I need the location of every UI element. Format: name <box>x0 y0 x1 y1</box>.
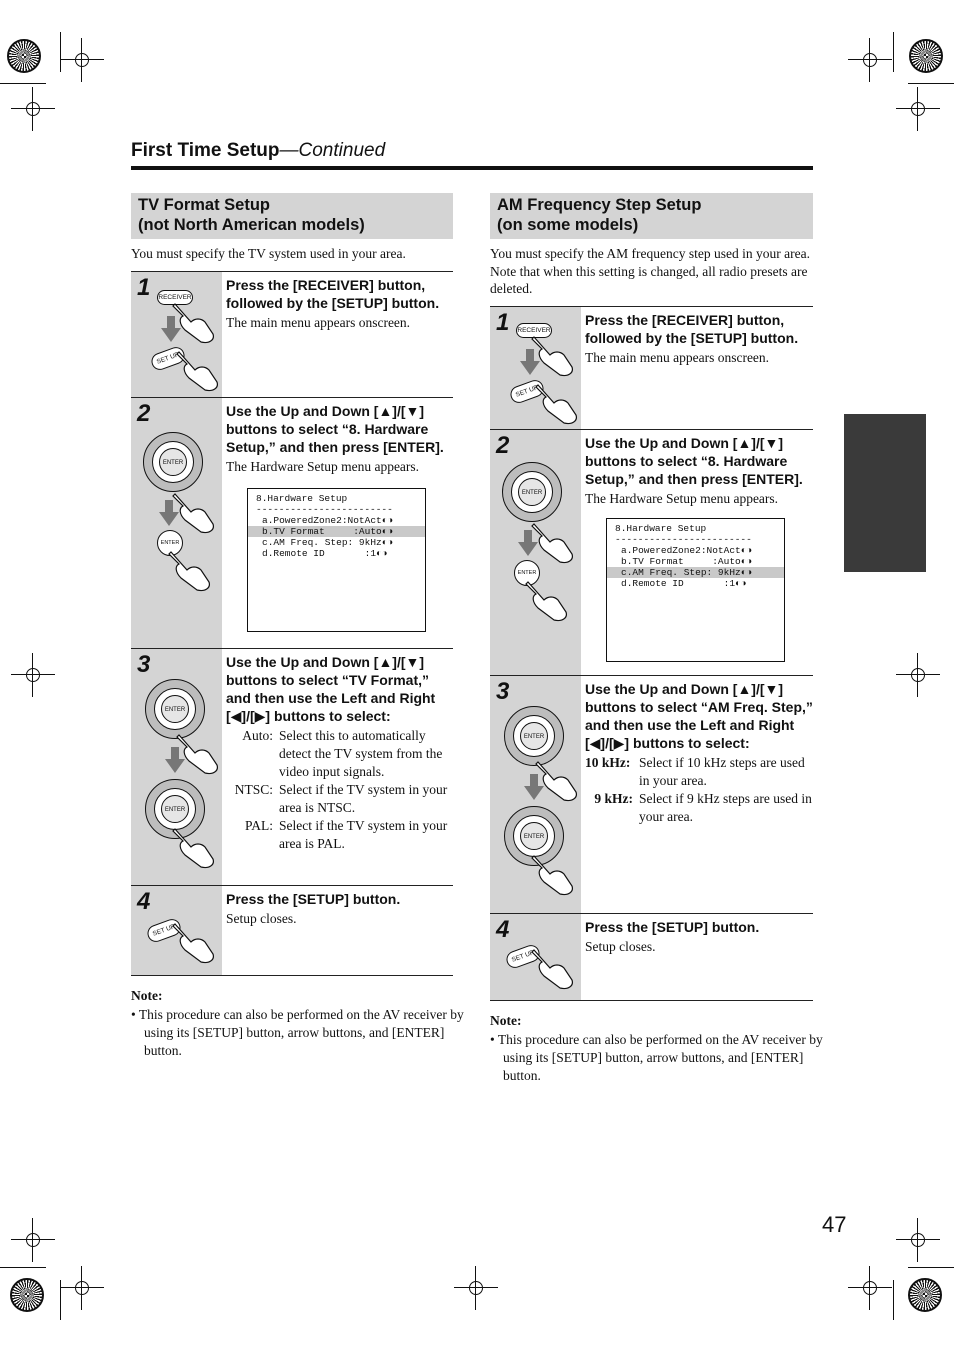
step-number: 3 <box>496 678 510 705</box>
step-2 <box>490 429 813 675</box>
am-frequency-intro: You must specify the AM frequency step used in your area. Note that when this setting is changed, all radio presets are deleted. <box>490 246 810 296</box>
step-title: Use the Up and Down [▲]/[▼] buttons to select “8. Hardware Setup,” and then press [ENTER]. <box>585 435 803 487</box>
registration-mark-icon <box>858 48 882 72</box>
registration-mark-icon <box>906 663 930 687</box>
pointing-hand-icon <box>171 920 217 964</box>
pointing-hand-icon <box>171 825 217 869</box>
setup-button-icon: SET UP <box>508 378 546 406</box>
registration-mark-icon <box>70 1276 94 1300</box>
step-number: 4 <box>496 916 510 943</box>
pointing-hand-icon <box>167 548 213 592</box>
registration-mark-icon <box>70 48 94 72</box>
option-item: Auto: Select this to automatically detect the TV system from the video input signals. <box>242 728 443 779</box>
step-desc: The Hardware Setup menu appears. <box>585 491 779 506</box>
step-title: Press the [SETUP] button. <box>585 919 760 935</box>
step-title: Use the Up and Down [▲]/[▼] buttons to select “8. Hardware Setup,” and then press [ENTER]. <box>226 403 444 455</box>
am-frequency-section-title <box>490 193 813 239</box>
registration-mark-icon <box>858 1276 882 1300</box>
registration-mark-icon <box>906 1228 930 1252</box>
registration-mark-icon <box>21 1228 45 1252</box>
setup-button-icon: SET UP <box>149 345 187 373</box>
tv-format-intro: You must specify the TV system used in your area. <box>131 246 406 261</box>
note-heading: Note: <box>131 988 163 1003</box>
step-desc: Setup closes. <box>226 911 297 926</box>
step-3 <box>490 675 813 913</box>
registration-mark-icon <box>908 1278 942 1312</box>
section-title-line2: (not North American models) <box>138 216 365 234</box>
setup-button-icon: SET UP <box>504 943 542 971</box>
enter-dial-icon: ENTER <box>504 806 564 866</box>
screen-separator: ------------------------ <box>615 534 752 545</box>
enter-dial-icon: ENTER <box>502 462 562 522</box>
screen-row: a.PoweredZone2:NotAct◐◑ <box>262 515 394 526</box>
step-4 <box>131 885 453 975</box>
thumb-tab <box>844 414 926 572</box>
option-list <box>585 754 813 826</box>
pointing-hand-icon <box>171 300 217 344</box>
option-item: 10 kHz: Select if 10 kHz steps are used in your area. <box>585 755 805 788</box>
registration-mark-icon <box>909 39 943 73</box>
registration-mark-icon <box>906 97 930 121</box>
enter-dial-icon: ENTER <box>145 779 205 839</box>
header-rule <box>131 166 813 170</box>
step-3 <box>131 648 453 885</box>
step-1 <box>490 306 813 429</box>
step-number: 1 <box>137 274 151 301</box>
step-number: 4 <box>137 888 151 915</box>
screen-title: 8.Hardware Setup <box>615 523 707 534</box>
pointing-hand-icon <box>175 731 221 775</box>
enter-dial-icon: ENTER <box>143 432 203 492</box>
registration-mark-icon <box>21 663 45 687</box>
receiver-button-icon: RECEIVER <box>157 290 193 305</box>
note-body: • This procedure can also be performed on the AV receiver by using its [SETUP] button, arrow buttons, and [ENTER] button. <box>490 1032 823 1083</box>
screen-separator: ------------------------ <box>256 504 393 515</box>
screen-row-selected: c.AM Freq. Step: 9kHz◐◑ <box>607 567 784 578</box>
step-desc: Setup closes. <box>585 939 656 954</box>
step-title: Press the [SETUP] button. <box>226 891 401 907</box>
step-desc: The main menu appears onscreen. <box>585 350 770 365</box>
pointing-hand-icon <box>534 758 580 802</box>
hardware-setup-screen <box>247 488 426 632</box>
registration-mark-icon <box>21 97 45 121</box>
steps-bottom-rule <box>490 1000 813 1001</box>
enter-dial-icon: ENTER <box>145 679 205 739</box>
screen-row: d.Remote ID :1◐◑ <box>262 548 388 559</box>
tv-format-section-title <box>131 193 453 239</box>
note-body: • This procedure can also be performed on the AV receiver by using its [SETUP] button, arrow buttons, and [ENTER] button. <box>131 1007 464 1058</box>
pointing-hand-icon <box>530 333 576 377</box>
step-title: Press the [RECEIVER] button, followed by the [SETUP] button. <box>226 277 440 311</box>
section-title-line1: AM Frequency Step Setup <box>497 196 702 214</box>
registration-mark-icon <box>464 1276 488 1300</box>
page-title: First Time Setup <box>131 140 280 161</box>
screen-row: b.TV Format :Auto◐◑ <box>621 556 753 567</box>
pointing-hand-icon <box>175 348 221 392</box>
step-number: 2 <box>137 400 151 427</box>
option-item: 9 kHz: Select if 9 kHz steps are used in your area. <box>594 791 812 824</box>
hardware-setup-screen <box>606 518 785 662</box>
step-2 <box>131 397 453 648</box>
screen-title: 8.Hardware Setup <box>256 493 348 504</box>
steps-bottom-rule <box>131 975 453 976</box>
pointing-hand-icon <box>530 520 576 564</box>
step-desc: The main menu appears onscreen. <box>226 315 411 330</box>
screen-row: d.Remote ID :1◐◑ <box>621 578 747 589</box>
section-title-line1: TV Format Setup <box>138 196 271 214</box>
section-title-line2: (on some models) <box>497 216 639 234</box>
step-title: Use the Up and Down [▲]/[▼] buttons to select “TV Format,” and then use the Left and Right [◀]/[▶] buttons to select: <box>226 654 436 724</box>
screen-row-selected: b.TV Format :Auto◐◑ <box>248 526 425 537</box>
receiver-button-icon: RECEIVER <box>516 323 552 338</box>
setup-button-icon: SET UP <box>145 917 183 945</box>
step-number: 2 <box>496 432 510 459</box>
option-item: PAL: Select if the TV system in your area is PAL. <box>244 818 448 851</box>
pointing-hand-icon <box>530 852 576 896</box>
enter-button-icon: ENTER <box>514 560 540 586</box>
step-desc: The Hardware Setup menu appears. <box>226 459 420 474</box>
step-title: Use the Up and Down [▲]/[▼] buttons to select “AM Freq. Step,” and then use the Left and Right [◀]/[▶] buttons to select: <box>585 681 813 751</box>
option-item: NTSC: Select if the TV system in your area is NTSC. <box>234 782 448 815</box>
option-list <box>226 727 453 853</box>
pointing-hand-icon <box>524 578 570 622</box>
step-number: 3 <box>137 651 151 678</box>
step-title: Press the [RECEIVER] button, followed by the [SETUP] button. <box>585 312 799 346</box>
screen-row: c.AM Freq. Step: 9kHz◐◑ <box>262 537 394 548</box>
page-number: 47 <box>822 1212 847 1237</box>
step-4 <box>490 913 813 1001</box>
enter-button-icon: ENTER <box>157 530 183 556</box>
enter-dial-icon: ENTER <box>504 706 564 766</box>
note-heading: Note: <box>490 1013 522 1028</box>
page-title-continued: —Continued <box>279 140 386 161</box>
registration-mark-icon <box>10 1278 44 1312</box>
step-number: 1 <box>496 309 510 336</box>
step-1 <box>131 271 453 397</box>
pointing-hand-icon <box>530 946 576 990</box>
pointing-hand-icon <box>534 381 580 425</box>
pointing-hand-icon <box>171 490 217 534</box>
page-header <box>131 140 385 162</box>
registration-mark-icon <box>7 39 41 73</box>
screen-row: a.PoweredZone2:NotAct◐◑ <box>621 545 753 556</box>
